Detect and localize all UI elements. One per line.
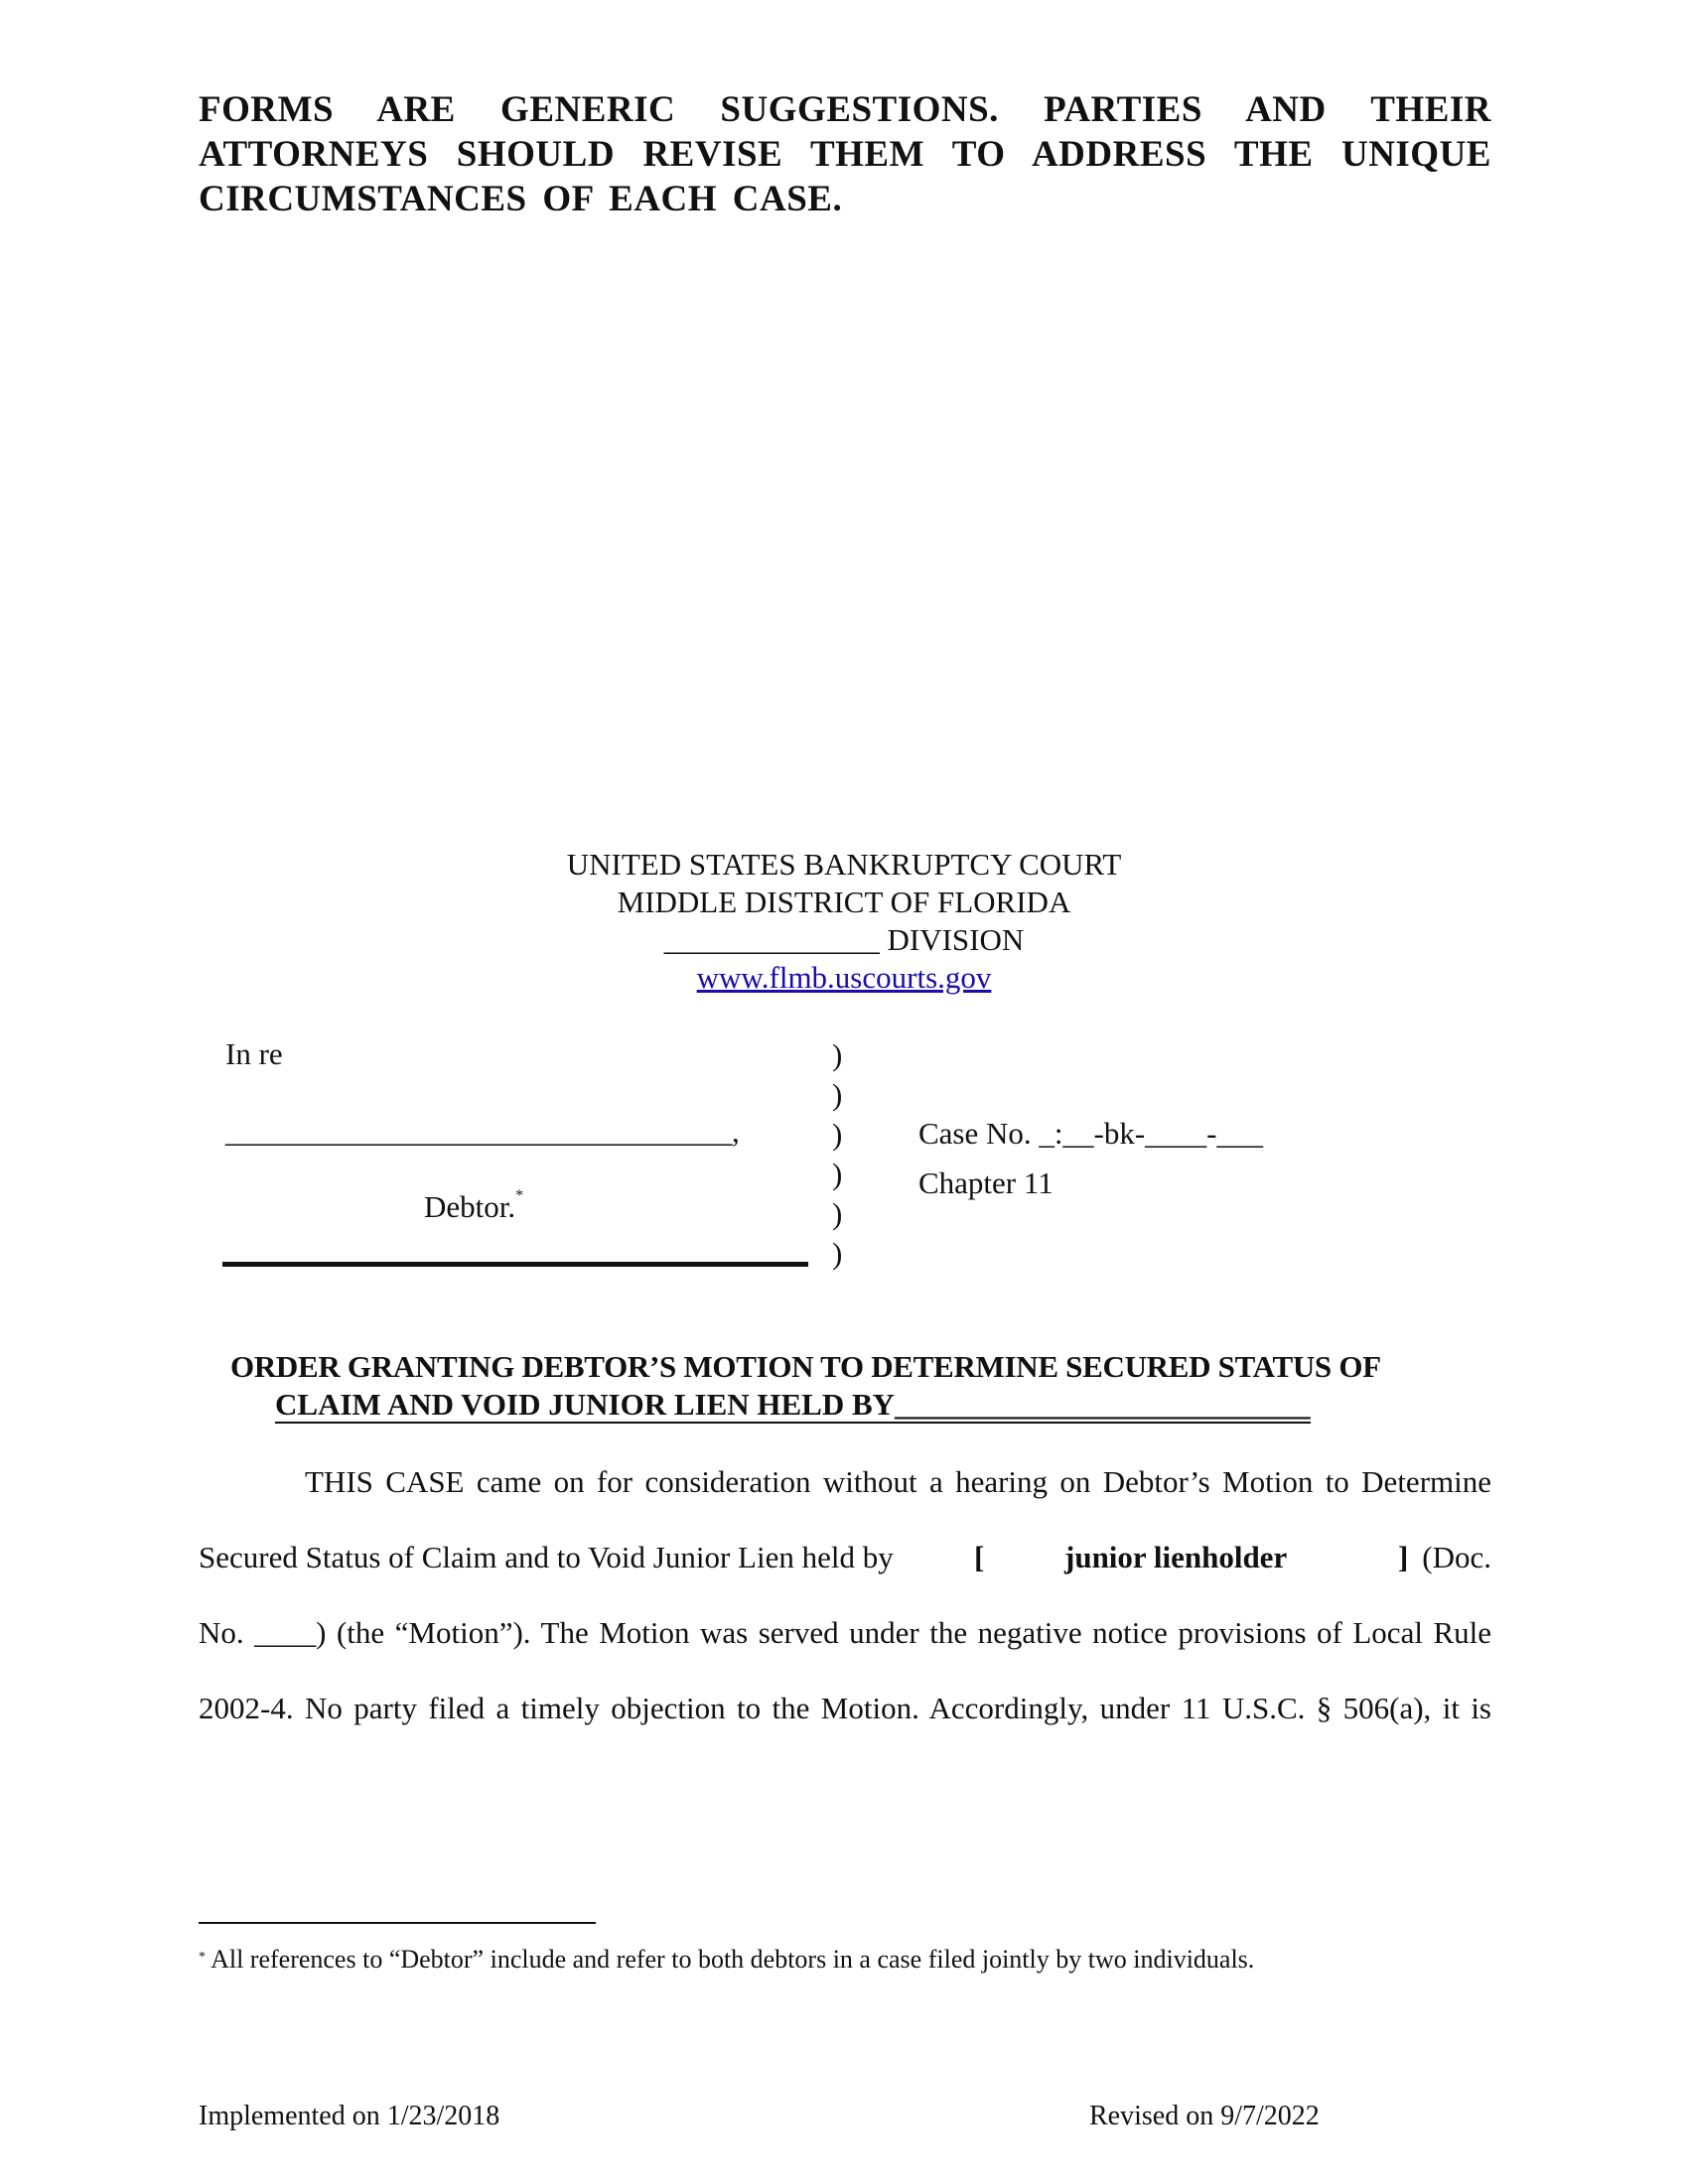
body-line-4: 2002-4. No party filed a timely objection to the Motion. Accordingly, under 11 U.S.C. § 506(a), it is (199, 1691, 1491, 1725)
body-line-2-part-2: (Doc. (1422, 1540, 1491, 1574)
caption-paren: ) (832, 1037, 843, 1072)
caption-paren: ) (832, 1236, 843, 1271)
body-line-1: THIS CASE came on for consideration without a hearing on Debtor’s Motion to Determine (305, 1464, 1491, 1499)
body-line-3: No. ____) (the “Motion”). The Motion was served under the negative notice provisions of Local Rule (199, 1615, 1491, 1650)
caption-paren: ) (832, 1117, 843, 1152)
bracket-close: ] (1398, 1540, 1409, 1574)
chapter-label: Chapter (918, 1165, 1017, 1200)
footnote (199, 1944, 1254, 1976)
bracket-open: [ (974, 1540, 985, 1574)
order-title-line-1: ORDER GRANTING DEBTOR’S MOTION TO DETERMINE SECURED STATUS OF (230, 1349, 1381, 1384)
footer-revised: Revised on 9/7/2022 (1089, 2101, 1320, 2131)
debtor-label-text: Debtor. (424, 1189, 516, 1224)
lienholder-name-blank: ___________________________ (895, 1387, 1311, 1422)
caption-bottom-rule (222, 1262, 808, 1267)
disclaimer-line-3: CIRCUMSTANCES OF EACH CASE. (199, 179, 843, 219)
division-label: DIVISION (887, 922, 1025, 957)
court-division (447, 921, 1241, 959)
division-blank: ______________ (663, 922, 880, 957)
order-title-line-2-text: CLAIM AND VOID JUNIOR LIEN HELD BY (275, 1387, 896, 1422)
form-disclaimer (199, 87, 1491, 221)
court-website-row (447, 959, 1241, 997)
debtor-name-blank: __________________________________, (225, 1114, 740, 1149)
footnote-separator (199, 1922, 596, 1924)
disclaimer-line-1: FORMS ARE GENERIC SUGGESTIONS. PARTIES AND THEIR (199, 89, 1491, 130)
disclaimer-line-2: ATTORNEYS SHOULD REVISE THEM TO ADDRESS THE UNIQUE (199, 134, 1491, 175)
court-name: UNITED STATES BANKRUPTCY COURT (566, 847, 1122, 882)
caption-in-re: In re (225, 1036, 283, 1071)
body-line-2-part-1: Secured Status of Claim and to Void Junior Lien held by (199, 1540, 894, 1574)
footer-implemented: Implemented on 1/23/2018 (199, 2101, 500, 2131)
case-number: Case No. _:__-bk-____-___ (918, 1116, 1263, 1151)
debtor-footnote-mark: * (515, 1187, 524, 1204)
lienholder-placeholder: junior lienholder (1064, 1540, 1288, 1574)
chapter-number: 11 (1023, 1165, 1054, 1200)
court-website-link[interactable]: www.flmb.uscourts.gov (696, 960, 992, 995)
order-title-line-2 (275, 1386, 1311, 1424)
caption-paren: ) (832, 1077, 843, 1112)
debtor-label (424, 1189, 523, 1225)
court-district: MIDDLE DISTRICT OF FLORIDA (617, 885, 1071, 919)
caption-paren: ) (832, 1157, 843, 1191)
caption-paren: ) (832, 1196, 843, 1231)
chapter (918, 1165, 1054, 1201)
footnote-text: All references to “Debtor” include and refer to both debtors in a case filed jointly by two individuals. (211, 1945, 1255, 1974)
footnote-mark: * (199, 1950, 206, 1965)
